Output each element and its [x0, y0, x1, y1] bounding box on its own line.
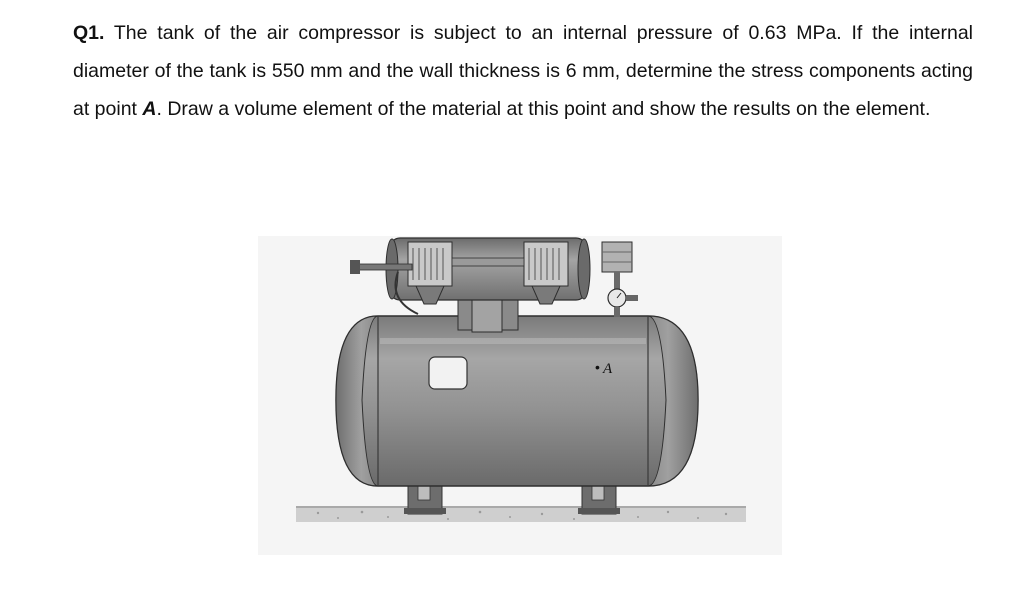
point-a-label: A	[603, 361, 613, 377]
point-a-marker	[595, 359, 613, 377]
question-text-part1: The tank of the air compressor is subject to an internal pressure of 0.63 MPa. If the internal diameter of the tank is 550 mm and the wall thickness is 6 mm, determine the stress components acting at point	[73, 22, 973, 120]
tank	[336, 316, 698, 486]
question-number: Q1.	[73, 22, 105, 44]
question-text-part2: . Draw a volume element of the material at this point and show the results on the element.	[156, 98, 931, 120]
air-compressor-illustration	[258, 230, 782, 555]
question-text	[73, 14, 973, 128]
point-a-dot: •	[595, 359, 600, 375]
tank-nameplate	[429, 357, 467, 389]
point-a-reference: A	[142, 98, 157, 120]
air-compressor-figure	[258, 230, 782, 555]
ground	[296, 506, 746, 522]
